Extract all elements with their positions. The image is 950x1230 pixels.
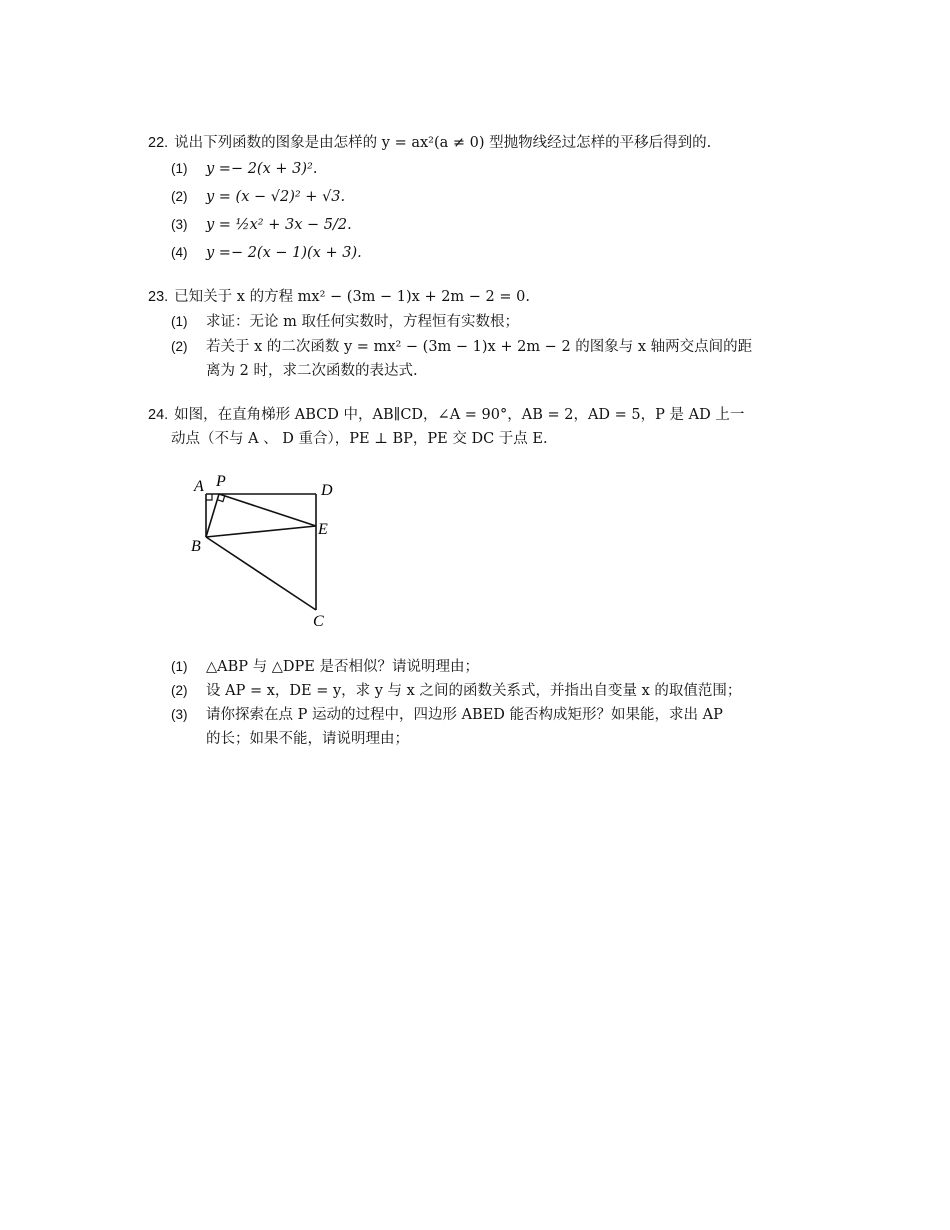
part-text: y =− 2(x + 3)². <box>206 161 318 177</box>
trapezoid-figure <box>185 468 345 633</box>
question-number: 24. <box>148 407 169 423</box>
segment-BE <box>206 526 316 537</box>
part-text-line-2: 离为 2 时，求二次函数的表达式. <box>206 363 418 379</box>
part-text <box>206 335 816 383</box>
part-text: 设 AP = x，DE = y，求 y 与 x 之间的函数关系式，并指出自变量 x 的取值范围； <box>206 683 742 699</box>
right-angle-mark-A <box>206 494 212 500</box>
part-number: (1) <box>171 659 188 674</box>
question-text-line-2: 动点（不与 A 、 D 重合），PE ⊥ BP，PE 交 DC 于点 E. <box>171 431 548 447</box>
segment-BC <box>206 537 316 610</box>
part-text-line-2: 的长；如果不能，请说明理由； <box>206 731 409 747</box>
part-number: (2) <box>171 189 188 204</box>
q24-part-3 <box>171 703 816 751</box>
part-text <box>206 703 816 751</box>
part-number: (3) <box>171 217 188 232</box>
question-text: 已知关于 x 的方程 mx² − (3m − 1)x + 2m − 2 = 0. <box>174 289 530 305</box>
question-number: 23. <box>148 289 169 305</box>
part-number: (4) <box>171 245 188 260</box>
question-number: 22. <box>148 135 169 151</box>
part-text-line-1: 请你探索在点 P 运动的过程中，四边形 ABED 能否构成矩形？如果能，求出 AP <box>206 707 723 723</box>
question-23 <box>148 285 818 309</box>
part-number: (2) <box>171 683 188 698</box>
part-number: (3) <box>171 707 188 722</box>
question-text: 如图，在直角梯形 ABCD 中，AB∥CD，∠A = 90°，AB = 2，AD = 5，P 是 AD 上一 <box>174 407 745 423</box>
question-text: 说出下列函数的图象是由怎样的 y = ax²(a ≠ 0) 型抛物线经过怎样的平移后得到的. <box>174 135 712 151</box>
label-P: P <box>216 473 226 490</box>
label-C: C <box>313 613 324 630</box>
q23-part-2 <box>171 335 816 383</box>
part-number: (1) <box>171 161 188 176</box>
question-22 <box>148 131 818 155</box>
part-text: y =− 2(x − 1)(x + 3). <box>206 245 362 261</box>
label-E: E <box>318 521 328 538</box>
part-text: y = (x − √2)² + √3. <box>206 189 346 205</box>
part-number: (1) <box>171 314 188 329</box>
question-24 <box>148 403 818 451</box>
part-text: △ABP 与 △DPE 是否相似？请说明理由； <box>206 659 479 675</box>
part-text: 求证：无论 m 取任何实数时，方程恒有实数根； <box>206 314 519 330</box>
label-D: D <box>321 482 333 499</box>
label-B: B <box>191 538 201 555</box>
part-text: y = ½x² + 3x − 5/2. <box>206 217 352 233</box>
trapezoid-diagram <box>185 468 345 633</box>
part-text-line-1: 若关于 x 的二次函数 y = mx² − (3m − 1)x + 2m − 2 的图象与 x 轴两交点间的距 <box>206 339 753 355</box>
part-number: (2) <box>171 339 188 354</box>
label-A: A <box>194 478 204 495</box>
segment-PE <box>219 494 316 526</box>
